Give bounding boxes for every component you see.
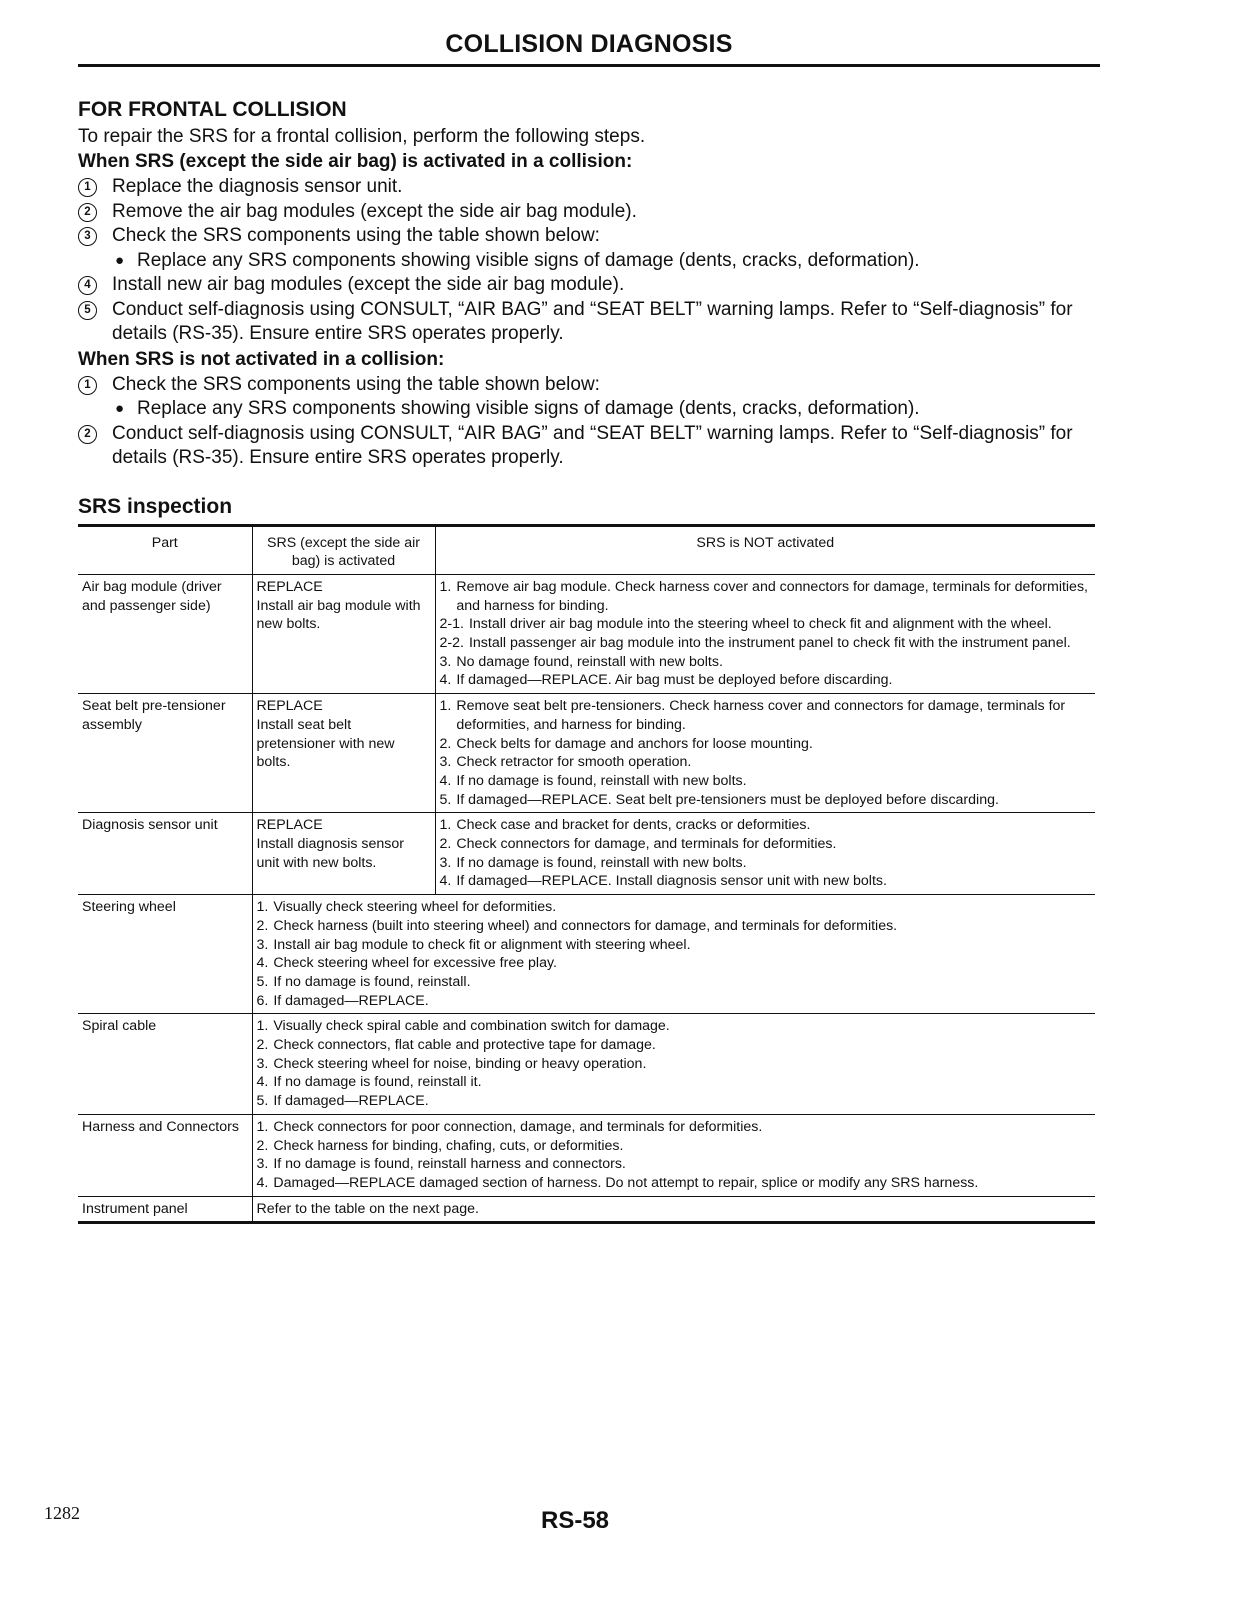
step-text: Install new air bag modules (except the side air bag module). <box>112 274 625 295</box>
inspection-step <box>440 634 1092 653</box>
inspection-step-text: Install passenger air bag module into the instrument panel to check fit with the instrument panel. <box>468 635 1071 652</box>
activated-steps <box>78 175 1100 347</box>
inspection-step <box>257 1092 1092 1111</box>
inspection-step <box>440 671 1092 690</box>
inspection-step <box>440 753 1092 772</box>
step-item <box>78 422 1100 471</box>
step-item <box>78 175 1100 200</box>
inspection-step-text: Check connectors, flat cable and protective tape for damage. <box>273 1037 656 1054</box>
inspection-steps <box>440 697 1092 809</box>
inspection-step <box>440 835 1092 854</box>
step-text: Replace the diagnosis sensor unit. <box>112 176 403 197</box>
inspection-step-number: 6. <box>256 992 269 1009</box>
step-text: Remove the air bag modules (except the side air bag module). <box>112 200 637 222</box>
inspection-step-number: 3. <box>439 754 452 771</box>
inspection-step-number: 2. <box>256 1037 269 1054</box>
step-number-circle: 1 <box>78 376 97 395</box>
inspection-step-text: If damaged—REPLACE. <box>273 1093 429 1110</box>
step-number-circle: 2 <box>78 203 97 222</box>
inspection-step-text: Damaged—REPLACE damaged section of harness. Do not attempt to repair, splice or modify any SRS harness. <box>273 1175 979 1191</box>
inspection-step-number: 2-1. <box>439 616 464 633</box>
cell-not-activated <box>435 694 1095 813</box>
bullet-dot-icon: ● <box>115 251 125 269</box>
step-item <box>78 273 1100 298</box>
inspection-step <box>440 772 1092 791</box>
inspection-step-text: If damaged—REPLACE. Install diagnosis sensor unit with new bolts. <box>456 873 887 890</box>
section-title: FOR FRONTAL COLLISION <box>78 98 347 121</box>
bullet-dot-icon: ● <box>115 400 125 417</box>
inspection-step-number: 4. <box>256 1175 269 1191</box>
inspection-step-text: If no damage is found, reinstall. <box>273 973 471 990</box>
inspection-step-text: Remove air bag module. Check harness cover and connectors for damage, terminals for deformities, and harness for binding. <box>456 578 1088 614</box>
inspection-step <box>257 1017 1092 1036</box>
srs-inspection-table <box>78 524 1095 1225</box>
inspection-step-number: 2. <box>256 917 269 934</box>
inspection-step-text: Visually check spiral cable and combination switch for damage. <box>273 1018 670 1035</box>
table-title: SRS inspection <box>78 494 233 518</box>
inspection-step-number: 2. <box>256 1137 269 1154</box>
bullet-text: Replace any SRS components showing visible signs of damage (dents, cracks, deformation). <box>137 398 920 419</box>
bullet-text: Replace any SRS components showing visible signs of damage (dents, cracks, deformation). <box>137 249 920 271</box>
inspection-step <box>440 735 1092 754</box>
cell-part: Air bag module (driver and passenger side) <box>78 574 252 693</box>
header-part: Part <box>78 525 252 574</box>
cell-part: Spiral cable <box>78 1014 252 1115</box>
inspection-step-number: 4. <box>256 955 269 972</box>
inspection-step-number: 4. <box>439 772 452 789</box>
cell-part: Harness and Connectors <box>78 1114 252 1196</box>
inspection-step <box>440 615 1092 634</box>
step-bullet <box>78 249 1100 274</box>
page-code: RS-58 <box>541 1507 610 1534</box>
step-text: Check the SRS components using the table shown below: <box>112 373 600 395</box>
cell-not-activated <box>252 895 1095 1014</box>
inspection-step-text: Check steering wheel for excessive free play. <box>273 955 557 972</box>
step-text: Conduct self-diagnosis using CONSULT, “AIR BAG” and “SEAT BELT” warning lamps. Refer to “Self-diagnosis” for details (RS-35). Ensure entire SRS operates properly. <box>112 422 1073 468</box>
cell-part: Instrument panel <box>78 1196 252 1223</box>
page-title: COLLISION DIAGNOSIS <box>445 30 733 58</box>
inspection-step-number: 5. <box>439 791 452 808</box>
table-row <box>78 1014 1095 1115</box>
inspection-step-text: If no damage is found, reinstall with new bolts. <box>456 772 747 789</box>
inspection-step-number: 3. <box>439 653 452 670</box>
inspection-step <box>257 1118 1092 1137</box>
header-not-activated: SRS is NOT activated <box>435 525 1095 574</box>
inspection-step-number: 5. <box>256 973 269 990</box>
cell-not-activated <box>435 574 1095 693</box>
inspection-step-text: Check case and bracket for dents, cracks or deformities. <box>456 817 811 834</box>
cell-not-activated <box>252 1114 1095 1196</box>
inspection-step-text: If damaged—REPLACE. Seat belt pre-tensioners must be deployed before discarding. <box>456 791 999 808</box>
inspection-step-text: If no damage is found, reinstall with new bolts. <box>456 854 747 871</box>
inspection-step <box>257 1137 1092 1156</box>
inspection-step-number: 4. <box>256 1074 269 1091</box>
inspection-step-text: If damaged—REPLACE. <box>273 992 429 1009</box>
table-row <box>78 1196 1095 1223</box>
cell-not-activated <box>252 1014 1095 1115</box>
step-bullet <box>78 397 1100 422</box>
inspection-step-text: Check belts for damage and anchors for loose mounting. <box>456 735 813 752</box>
inspection-steps <box>440 816 1092 891</box>
table-row <box>78 813 1095 895</box>
not-activated-heading: When SRS is not activated in a collision: <box>78 348 445 370</box>
inspection-step <box>440 854 1092 873</box>
inspection-step <box>440 578 1092 615</box>
step-item <box>78 200 1100 225</box>
inspection-step-text: Check harness for binding, chafing, cuts, or deformities. <box>273 1137 624 1154</box>
inspection-step-text: Visually check steering wheel for deformities. <box>273 899 557 916</box>
step-number-circle: 5 <box>78 301 97 320</box>
title-rule <box>78 64 1100 67</box>
inspection-step-number: 5. <box>256 1093 269 1110</box>
inspection-step-number: 2-2. <box>439 635 464 652</box>
inspection-step-number: 1. <box>439 698 452 715</box>
inspection-step-text: Check harness (built into steering wheel) and connectors for damage, and terminals for deformities. <box>273 917 898 934</box>
cell-part: Seat belt pre-tensioner assembly <box>78 694 252 813</box>
step-number-circle: 2 <box>78 425 97 444</box>
inspection-step-number: 1. <box>439 817 452 834</box>
inspection-step <box>257 1055 1092 1074</box>
cell-part: Steering wheel <box>78 895 252 1014</box>
cell-activated <box>252 694 435 813</box>
activated-line: Install diagnosis sensor unit with new bolts. <box>256 836 404 871</box>
inspection-step-text: Remove seat belt pre-tensioners. Check harness cover and connectors for damage, terminals for deformities, and harness for binding. <box>456 698 1066 733</box>
inspection-step-number: 2. <box>439 836 452 853</box>
step-text: Check the SRS components using the table shown below: <box>112 225 600 246</box>
inspection-step <box>257 1174 1092 1193</box>
inspection-step <box>257 1073 1092 1092</box>
inspection-step <box>257 1155 1092 1174</box>
content <box>78 96 1100 1224</box>
inspection-step <box>440 653 1092 672</box>
activated-line: Install air bag module with new bolts. <box>256 597 421 633</box>
inspection-step-text: Check steering wheel for noise, binding or heavy operation. <box>273 1055 647 1072</box>
step-text: Conduct self-diagnosis using CONSULT, “AIR BAG” and “SEAT BELT” warning lamps. Refer to “Self-diagnosis” for details (RS-35). Ensure entire SRS operates properly. <box>112 298 1073 344</box>
step-number-circle: 3 <box>78 227 97 246</box>
activated-line: REPLACE <box>256 817 323 834</box>
inspection-step-number: 3. <box>256 1055 269 1072</box>
inspection-step <box>440 816 1092 835</box>
step-number-circle: 1 <box>78 178 97 197</box>
cell-activated <box>252 574 435 693</box>
inspection-step-number: 1. <box>439 578 452 595</box>
activated-heading: When SRS (except the side air bag) is activated in a collision: <box>78 151 633 172</box>
inspection-steps <box>257 1118 1092 1193</box>
inspection-step <box>257 917 1092 936</box>
table-body <box>78 574 1095 1223</box>
cell-activated <box>252 813 435 895</box>
inspection-step-text: Install air bag module to check fit or alignment with steering wheel. <box>273 936 691 953</box>
inspection-step-number: 1. <box>256 899 269 916</box>
table-header-row <box>78 525 1095 574</box>
inspection-step-text: If no damage is found, reinstall it. <box>273 1074 482 1091</box>
inspection-step <box>257 973 1092 992</box>
inspection-step <box>257 898 1092 917</box>
inspection-note: Refer to the table on the next page. <box>256 1200 479 1217</box>
step-item <box>78 298 1100 347</box>
activated-line: REPLACE <box>256 698 323 715</box>
inspection-steps <box>257 898 1092 1010</box>
inspection-step-number: 2. <box>439 735 452 752</box>
inspection-step-text: If no damage is found, reinstall harness and connectors. <box>273 1156 626 1173</box>
inspection-step-text: If damaged—REPLACE. Air bag must be deployed before discarding. <box>456 672 893 689</box>
cell-not-activated <box>435 813 1095 895</box>
inspection-step-number: 4. <box>439 672 452 689</box>
header-activated: SRS (except the side air bag) is activated <box>252 525 435 574</box>
inspection-step-number: 1. <box>256 1118 269 1135</box>
inspection-step-number: 4. <box>439 873 452 890</box>
inspection-step-text: Check retractor for smooth operation. <box>456 754 692 771</box>
inspection-step-number: 3. <box>439 854 452 871</box>
inspection-steps <box>440 578 1092 690</box>
inspection-steps <box>257 1017 1092 1111</box>
inspection-step-number: 3. <box>256 1156 269 1173</box>
inspection-step <box>440 872 1092 891</box>
inspection-step-text: No damage found, reinstall with new bolts. <box>456 653 723 670</box>
table-row <box>78 574 1095 693</box>
activated-line: REPLACE <box>256 578 323 595</box>
inspection-step-text: Check connectors for damage, and terminals for deformities. <box>456 836 837 853</box>
inspection-step <box>257 954 1092 973</box>
activated-line: Install seat belt pretensioner with new bolts. <box>256 716 395 771</box>
inspection-step <box>440 791 1092 810</box>
inspection-step <box>257 992 1092 1011</box>
page-number: 1282 <box>44 1503 80 1523</box>
inspection-step-number: 3. <box>256 936 269 953</box>
intro-text: To repair the SRS for a frontal collision, perform the following steps. <box>78 126 646 147</box>
inspection-step-text: Check connectors for poor connection, damage, and terminals for deformities. <box>273 1118 763 1135</box>
inspection-step-text: Install driver air bag module into the steering wheel to check fit and alignment with the wheel. <box>468 616 1052 633</box>
step-number-circle: 4 <box>78 276 97 295</box>
step-item <box>78 373 1100 398</box>
inspection-step <box>257 1036 1092 1055</box>
inspection-step <box>257 936 1092 955</box>
step-item <box>78 224 1100 249</box>
cell-part: Diagnosis sensor unit <box>78 813 252 895</box>
table-row <box>78 694 1095 813</box>
table-row <box>78 1114 1095 1196</box>
inspection-step <box>440 697 1092 734</box>
inspection-step-number: 1. <box>256 1018 269 1035</box>
cell-not-activated <box>252 1196 1095 1223</box>
not-activated-steps <box>78 373 1100 471</box>
table-row <box>78 895 1095 1014</box>
